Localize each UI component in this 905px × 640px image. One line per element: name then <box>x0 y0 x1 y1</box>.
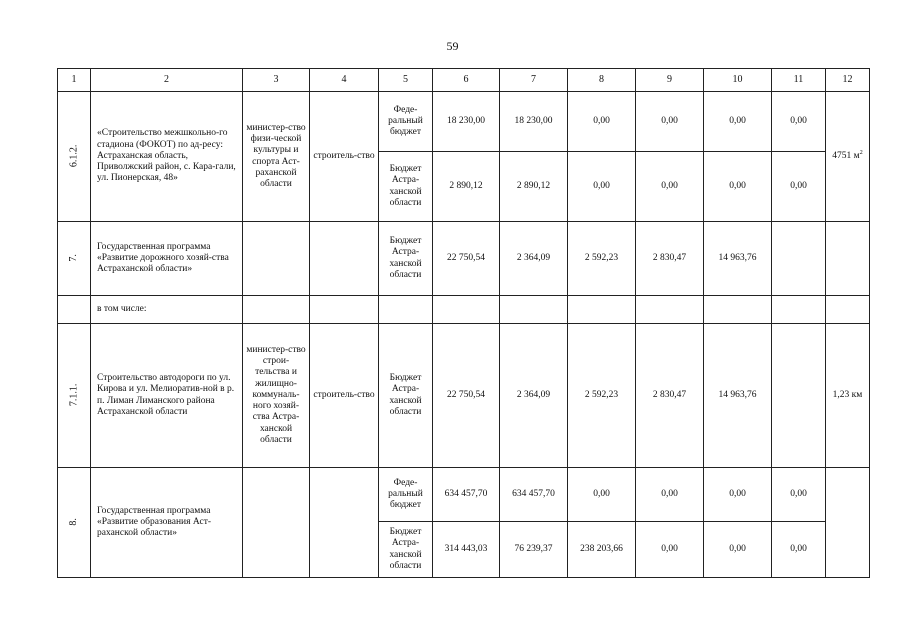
amount-year-4: 0,00 <box>704 522 772 578</box>
work-type <box>310 222 379 296</box>
empty-cell <box>310 296 379 324</box>
including-label: в том числе: <box>91 296 243 324</box>
amount-year-3: 0,00 <box>636 152 704 222</box>
amount-year-5 <box>772 324 826 468</box>
work-type: строитель-ство <box>310 92 379 222</box>
empty-cell <box>568 296 636 324</box>
row-number-cell <box>58 468 91 578</box>
amount-total: 22 750,54 <box>433 222 500 296</box>
amount-year-4: 14 963,76 <box>704 222 772 296</box>
amount-total: 22 750,54 <box>433 324 500 468</box>
column-number: 2 <box>91 69 243 92</box>
amount-year-1: 2 364,09 <box>500 222 568 296</box>
row-number: 8. <box>68 518 80 527</box>
amount-year-3: 2 830,47 <box>636 324 704 468</box>
work-type: строитель-ство <box>310 324 379 468</box>
page-number: 59 <box>446 39 459 53</box>
amount-total: 2 890,12 <box>433 152 500 222</box>
column-number: 1 <box>58 69 91 92</box>
result-value: 4751 м <box>832 151 860 162</box>
column-number: 12 <box>826 69 870 92</box>
empty-cell <box>433 296 500 324</box>
funding-source: Бюджет Астра-ханской области <box>379 152 433 222</box>
amount-year-3: 0,00 <box>636 468 704 522</box>
row-number-cell <box>58 222 91 296</box>
amount-year-2: 2 592,23 <box>568 222 636 296</box>
amount-year-2: 0,00 <box>568 468 636 522</box>
column-number: 5 <box>379 69 433 92</box>
amount-year-5: 0,00 <box>772 92 826 152</box>
program-table <box>57 68 870 578</box>
row-number-cell <box>58 324 91 468</box>
table-row <box>58 296 870 324</box>
row-number: 7. <box>68 254 80 263</box>
amount-total: 314 443,03 <box>433 522 500 578</box>
activity-name: «Строительство межшкольно-го стадиона (ФОКОТ) по ад-ресу: Астраханская область, Приволжский район, с. Кара-гали, ул. Пионерская, 48» <box>91 92 243 222</box>
program-name: Государственная программа «Развитие образования Аст-раханской области» <box>91 468 243 578</box>
column-number: 4 <box>310 69 379 92</box>
column-number: 10 <box>704 69 772 92</box>
empty-cell <box>826 296 870 324</box>
column-number: 9 <box>636 69 704 92</box>
executor: министер-ство строи-тельства и жилищно-коммуналь-ного хозяй-ства Астра-ханской области <box>243 324 310 468</box>
amount-year-5: 0,00 <box>772 152 826 222</box>
table-row <box>58 222 870 296</box>
activity-name: Строительство автодороги по ул. Кирова и ул. Мелиоратив-ной в р. п. Лиман Лиманского района Астраханской области <box>91 324 243 468</box>
amount-total: 634 457,70 <box>433 468 500 522</box>
amount-year-5 <box>772 222 826 296</box>
amount-year-1: 2 364,09 <box>500 324 568 468</box>
amount-year-2: 2 592,23 <box>568 324 636 468</box>
funding-source: Бюджет Астра-ханской области <box>379 324 433 468</box>
result-cell <box>826 92 870 222</box>
empty-cell <box>704 296 772 324</box>
empty-cell <box>243 296 310 324</box>
amount-year-2: 238 203,66 <box>568 522 636 578</box>
column-number: 3 <box>243 69 310 92</box>
amount-year-3: 0,00 <box>636 92 704 152</box>
amount-year-4: 0,00 <box>704 92 772 152</box>
result-cell <box>826 222 870 296</box>
result-cell <box>826 468 870 578</box>
row-number: 7.1.1. <box>68 384 80 407</box>
funding-source: Бюджет Астра-ханской области <box>379 522 433 578</box>
executor <box>243 468 310 578</box>
executor <box>243 222 310 296</box>
program-name: Государственная программа «Развитие дорожного хозяй-ства Астраханской области» <box>91 222 243 296</box>
table-row <box>58 92 870 152</box>
row-number: 6.1.2. <box>68 145 80 168</box>
result-unit-power: 2 <box>859 150 863 157</box>
table-row <box>58 324 870 468</box>
row-number-cell <box>58 296 91 324</box>
amount-year-3: 2 830,47 <box>636 222 704 296</box>
amount-year-5: 0,00 <box>772 522 826 578</box>
result-cell: 1,23 км <box>826 324 870 468</box>
amount-year-1: 634 457,70 <box>500 468 568 522</box>
funding-source: Бюджет Астра-ханской области <box>379 222 433 296</box>
amount-year-2: 0,00 <box>568 92 636 152</box>
column-number: 6 <box>433 69 500 92</box>
column-number: 7 <box>500 69 568 92</box>
empty-cell <box>500 296 568 324</box>
empty-cell <box>772 296 826 324</box>
column-number: 8 <box>568 69 636 92</box>
column-number-row <box>58 69 870 92</box>
amount-year-5: 0,00 <box>772 468 826 522</box>
table-row <box>58 468 870 522</box>
amount-year-3: 0,00 <box>636 522 704 578</box>
amount-year-1: 2 890,12 <box>500 152 568 222</box>
empty-cell <box>379 296 433 324</box>
amount-year-2: 0,00 <box>568 152 636 222</box>
funding-source: Феде-ральный бюджет <box>379 468 433 522</box>
row-number-cell <box>58 92 91 222</box>
amount-year-4: 0,00 <box>704 468 772 522</box>
amount-year-1: 76 239,37 <box>500 522 568 578</box>
column-number: 11 <box>772 69 826 92</box>
amount-total: 18 230,00 <box>433 92 500 152</box>
work-type <box>310 468 379 578</box>
amount-year-1: 18 230,00 <box>500 92 568 152</box>
empty-cell <box>636 296 704 324</box>
executor: министер-ство физи-ческой культуры и спорта Аст-раханской области <box>243 92 310 222</box>
funding-source: Феде-ральный бюджет <box>379 92 433 152</box>
amount-year-4: 0,00 <box>704 152 772 222</box>
amount-year-4: 14 963,76 <box>704 324 772 468</box>
